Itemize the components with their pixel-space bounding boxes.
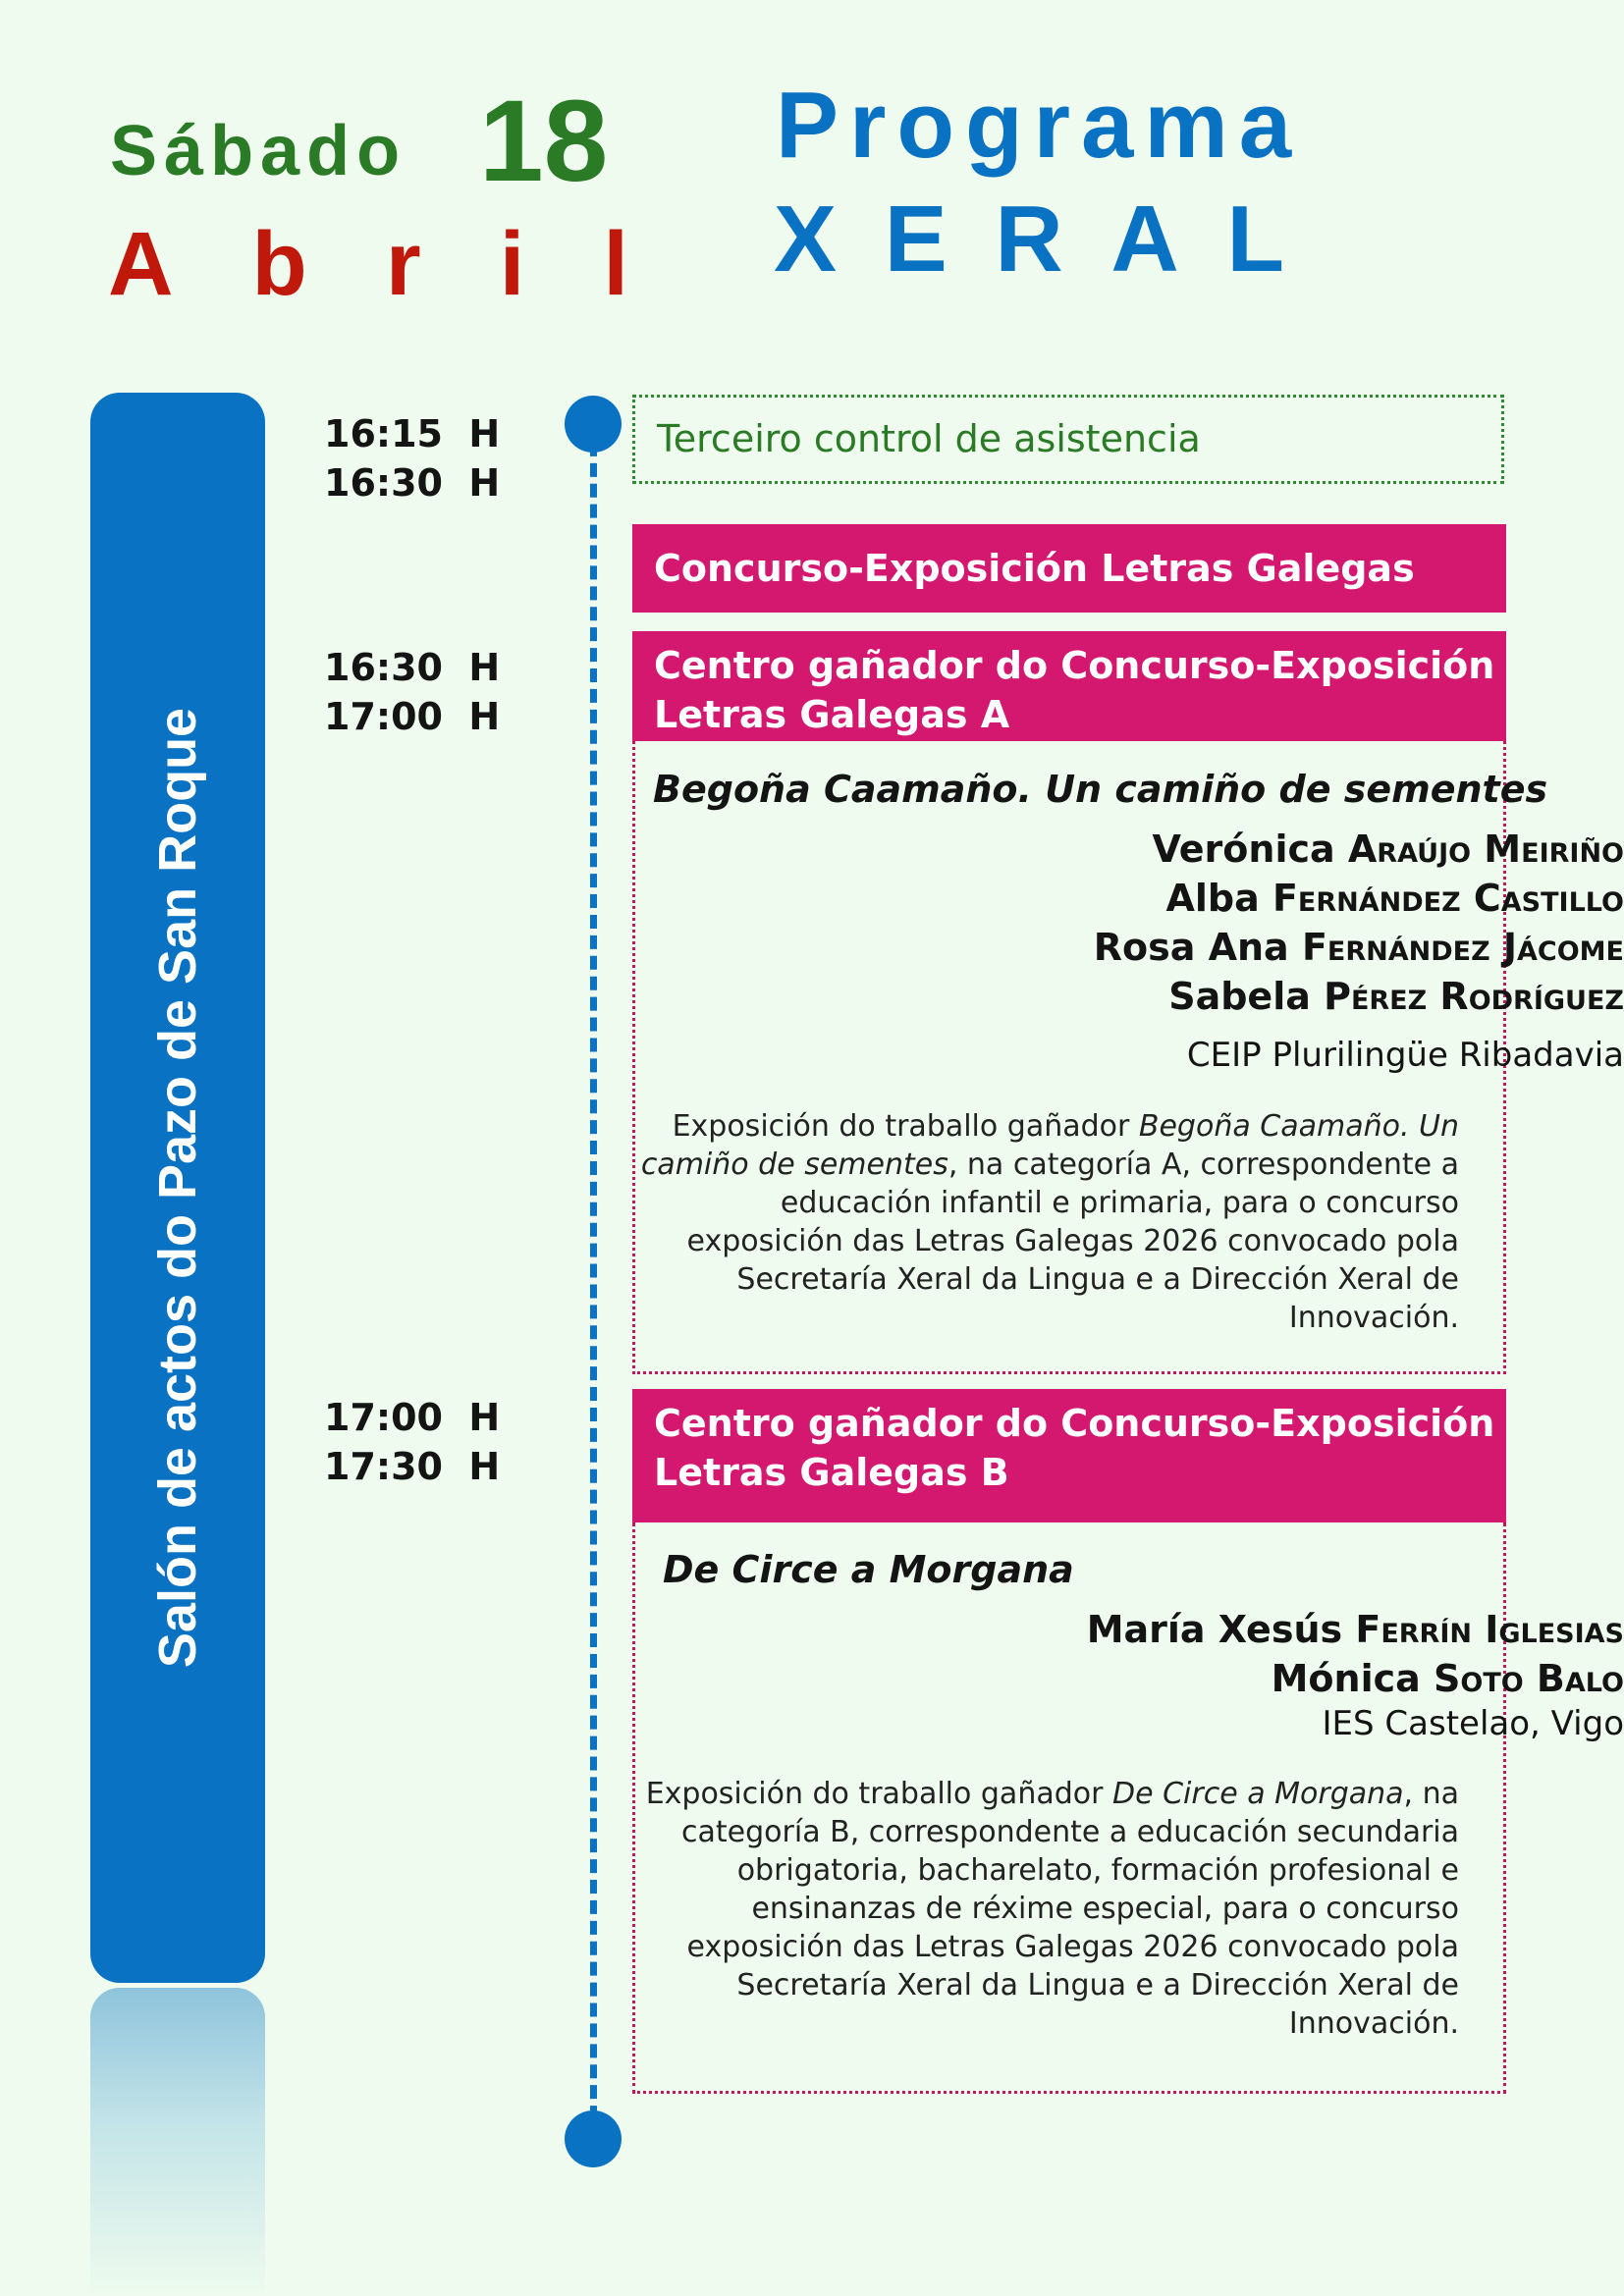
session-a-description [638,1107,1459,1337]
session-b-heading-line2: Letras Galegas B [654,1451,1009,1494]
author-given-name: Verónica [1152,828,1335,871]
program-letter: R [995,187,1063,292]
session-a-heading-line2: Letras Galegas A [654,693,1010,736]
author-given-name: Rosa Ana [1093,926,1289,969]
session-b-heading-line1: Centro gañador do Concurso-Exposición [654,1402,1495,1445]
description-work-title: Begoña Caamaño. Un camiño de sementes [640,1109,1459,1182]
author-given-name: Sabela [1168,975,1311,1018]
description-text: , na categoría B, correspondente a educación secundaria obrigatoria, bacharelato, formación profesional e ensinanzas de réxime especial, para o concurso exposición das Letras Galegas 2026 convocado pola Secretaría Xeral da Lingua e a Dirección Xeral de Innovación. [681,1777,1459,2041]
description-text: , na categoría A, correspondente a educación infantil e primaria, para o concurso exposición das Letras Galegas 2026 convocado pola Secretaría Xeral da Lingua e a Dirección Xeral de Innovación. [686,1148,1459,1335]
session-a-author [164,874,1624,923]
program-letter: L [1226,187,1284,292]
author-surname: Fernández Castillo [1272,877,1624,920]
venue-label: Salón de actos do Pazo de San Roque [148,707,207,1669]
month-letter: i [499,214,525,314]
month-label [108,214,628,314]
session-a-author [164,972,1624,1021]
month-letter: r [385,214,421,314]
session-a-work-title: Begoña Caamaño. Un camiño de sementes [653,768,1548,811]
program-title-line2 [774,187,1284,292]
author-surname: Ferrín Iglesias [1355,1608,1624,1651]
program-letter: E [884,187,947,292]
session-b-author [164,1654,1624,1703]
session-b-time-end: 17:30 H [324,1445,501,1488]
contest-title: Concurso-Exposición Letras Galegas [632,524,1506,613]
program-letter: X [774,187,838,292]
author-given-name: María Xesús [1086,1608,1343,1651]
description-text: Exposición do traballo gañador [672,1109,1139,1144]
session-b-school: IES Castelao, Vigo [1322,1704,1624,1743]
author-surname: Fernández Jácome [1301,926,1624,969]
timeline-end-dot [565,2110,622,2167]
program-letter: A [1110,187,1179,292]
venue-bar-reflection [90,1988,265,2296]
month-letter: l [603,214,628,314]
day-label: Sábado [110,112,407,190]
timeline-line [590,422,597,2140]
author-surname: Araújo Meiriño [1347,828,1624,871]
session-a-author [164,923,1624,972]
attendance-time-end: 16:30 H [324,461,501,505]
month-letter: b [251,214,307,314]
author-given-name: Alba [1165,877,1260,920]
session-b-work-title: De Circe a Morgana [663,1548,1074,1591]
session-b-heading [632,1389,1506,1522]
session-a-time-start: 16:30 H [324,646,501,689]
session-b-time-start: 17:00 H [324,1396,501,1439]
program-title-line1: Programa [776,73,1303,178]
session-b-description [638,1775,1459,2043]
session-b-author [164,1605,1624,1654]
session-a-time-end: 17:00 H [324,695,501,738]
author-given-name: Mónica [1271,1657,1421,1700]
day-number: 18 [479,77,609,206]
session-a-heading-line1: Centro gañador do Concurso-Exposición [654,644,1495,687]
attendance-time-start: 16:15 H [324,412,501,455]
session-a-school: CEIP Plurilingüe Ribadavia [1186,1036,1624,1075]
author-surname: Soto Balo [1434,1657,1624,1700]
timeline-start-dot [565,396,622,453]
session-a-author [164,825,1624,874]
description-work-title: De Circe a Morgana [1112,1777,1404,1811]
description-text: Exposición do traballo gañador [645,1777,1112,1811]
session-a-heading [632,631,1506,741]
author-surname: Pérez Rodríguez [1324,975,1624,1018]
attendance-box: Terceiro control de asistencia [632,395,1504,484]
month-letter: A [108,214,174,314]
